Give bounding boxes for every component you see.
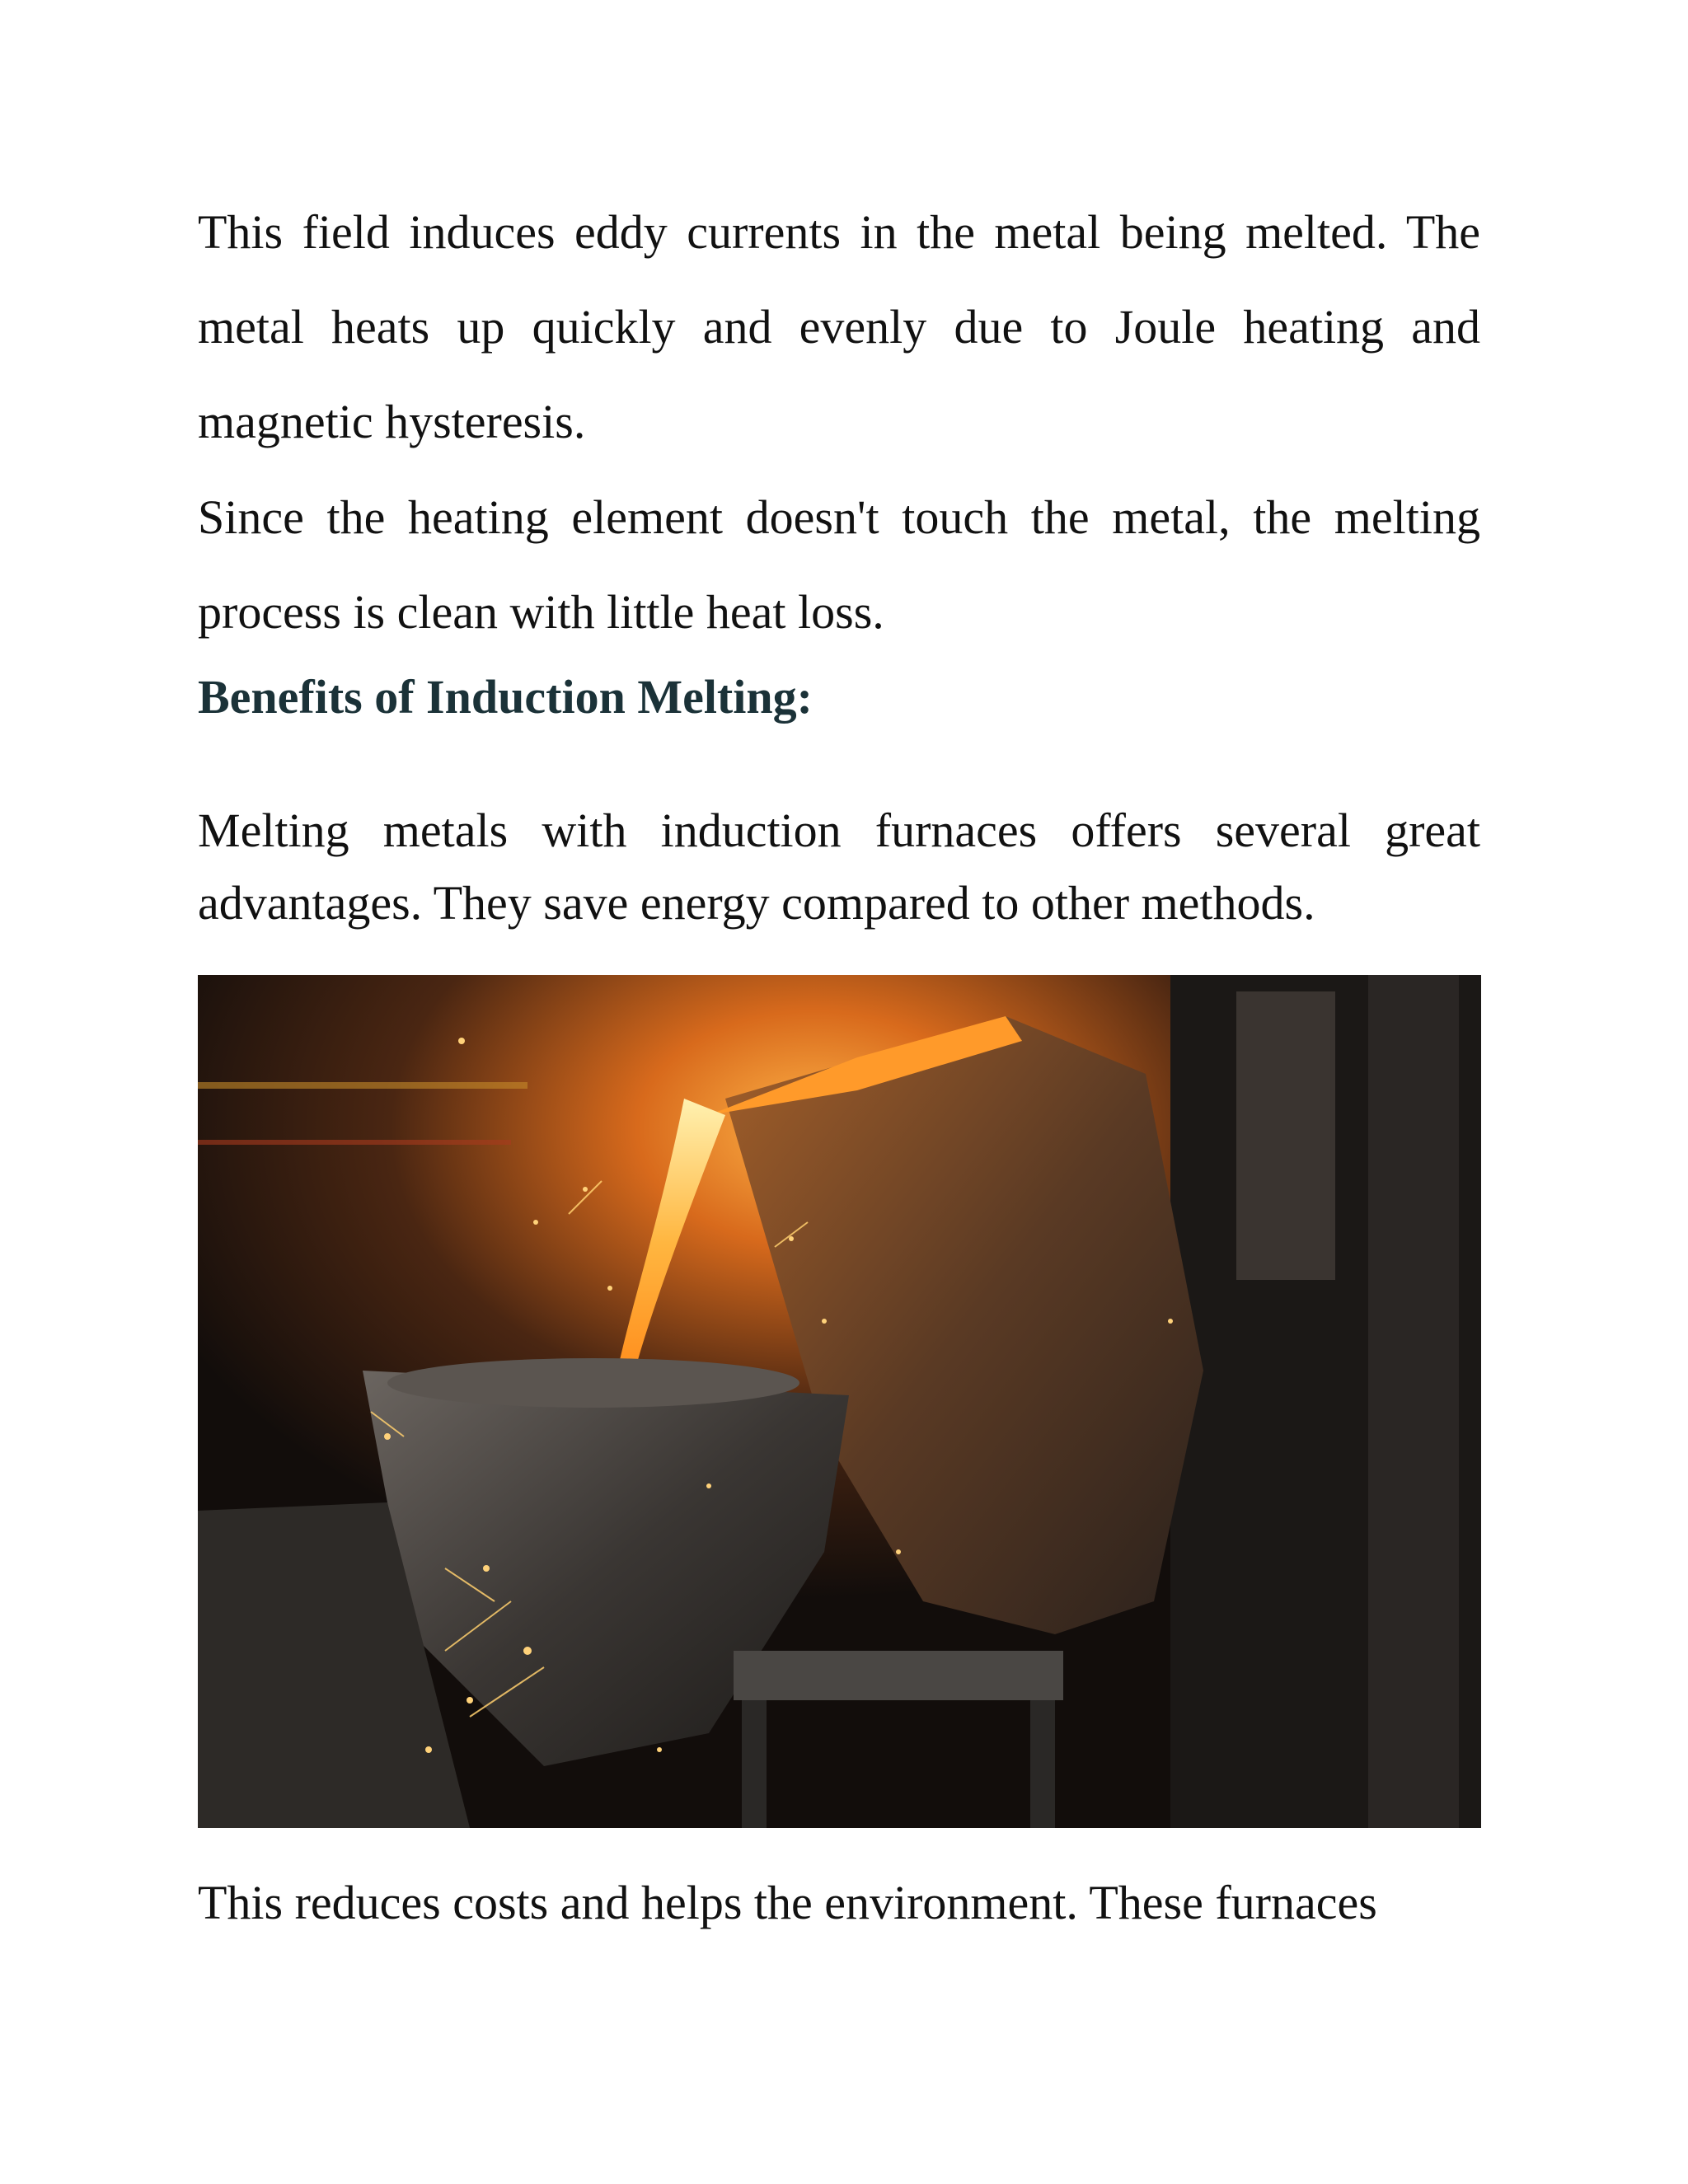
foundry-pour-image [198, 975, 1481, 1828]
section-heading: Benefits of Induction Melting: [198, 670, 813, 724]
paragraph-costs-environment: This reduces costs and helps the environment. These furnaces [198, 1876, 1377, 1929]
paragraph-clean-process: Since the heating element doesn't touch the metal, the melting process is clean with little heat loss. [198, 490, 1480, 639]
molten-metal-illustration [198, 975, 1481, 1828]
paragraph-advantages: Melting metals with induction furnaces offers several great advantages. They save energy compared to other methods. [198, 804, 1480, 930]
paragraph-eddy-currents: This field induces eddy currents in the metal being melted. The metal heats up quickly and evenly due to Joule heating and magnetic hysteresis. [198, 205, 1480, 448]
